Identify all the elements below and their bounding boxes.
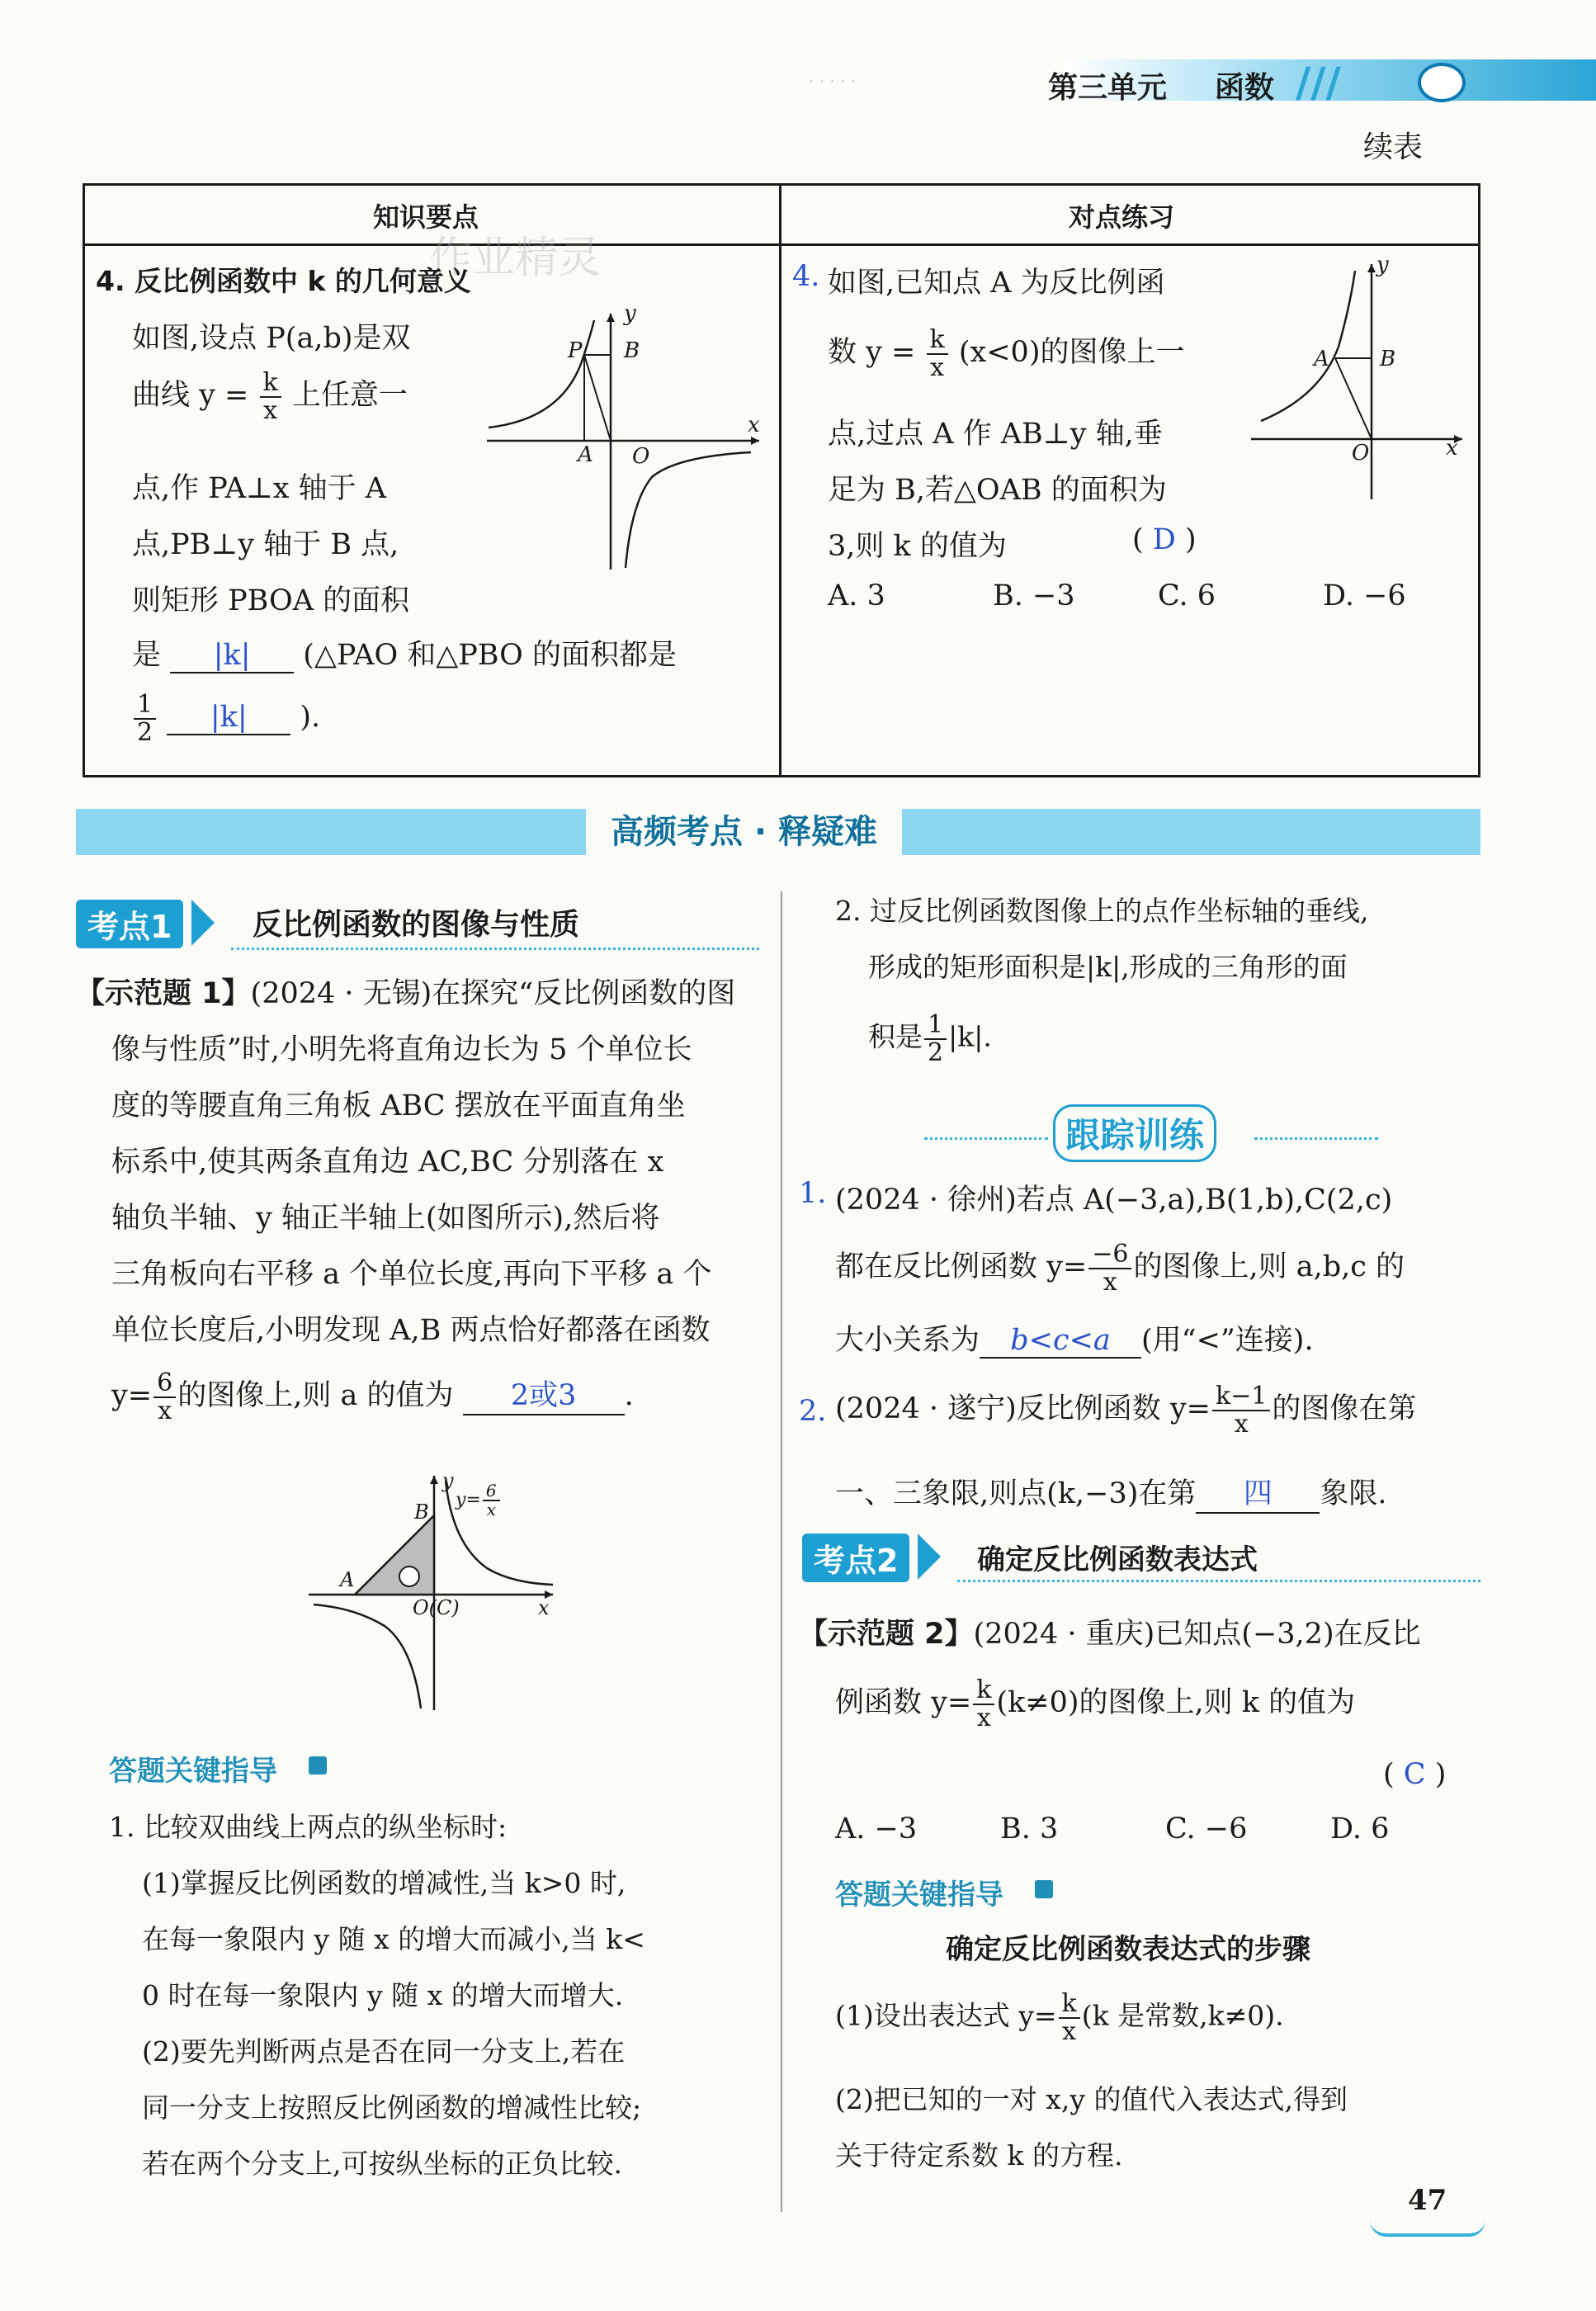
right-answer: ( D ) xyxy=(1132,523,1197,556)
guide1-line-4: 0 时在每一象限内 y 随 x 的增大而增大. xyxy=(142,1979,624,2011)
left-line-4: 点,PB⊥y 轴于 B 点, xyxy=(132,528,399,561)
example1-line-6: 三角板向右平移 a 个单位长度,再向下平移 a 个 xyxy=(111,1258,712,1291)
left-line-2: 曲线 y = $\frac{k}{x}$ 上任意一 xyxy=(132,368,408,425)
column-divider xyxy=(781,891,782,2212)
guide-arrow-icon xyxy=(309,1756,327,1775)
kp2-arrow-icon xyxy=(918,1534,941,1580)
col2-header: 对点练习 xyxy=(1069,201,1175,233)
right-line-2: 数 y = $\frac{k}{x}$ (x<0)的图像上一 xyxy=(828,325,1185,382)
example1-line-8: y= $\frac{6}{x}$ 的图像上,则 a 的值为 2或3 . xyxy=(111,1368,634,1425)
point2-line-1: 2. 过反比例函数图像上的点作坐标轴的垂线, xyxy=(835,895,1369,927)
guide1-line-6: 同一分支上按照反比例函数的增减性比较; xyxy=(142,2091,642,2124)
graph-label-B: B xyxy=(624,338,640,363)
right-graph-label-B: B xyxy=(1380,347,1396,371)
ex2-option-B: B. 3 xyxy=(1000,1812,1059,1845)
kp2-tag: 考点2 xyxy=(802,1534,909,1582)
kp4-title: 4. 反比例函数中 k 的几何意义 xyxy=(96,265,471,297)
kp1-guide-title: 答题关键指导 xyxy=(109,1755,277,1788)
right-graph-label-O: O xyxy=(1352,441,1370,466)
example2-answer: ( C ) xyxy=(1383,1758,1447,1791)
answer-blank-1: |k| xyxy=(170,639,294,673)
kp1-tag: 考点1 xyxy=(76,900,183,948)
triangle-hyperbola-graph xyxy=(305,1469,569,1717)
q1-number: 1. xyxy=(799,1177,827,1210)
kp1-graph-label-B: B xyxy=(414,1500,429,1524)
graph-label-O: O xyxy=(632,444,650,469)
point2-line-2: 形成的矩形面积是|k|,形成的三角形的面 xyxy=(868,951,1348,983)
guide1-line-5: (2)要先判断两点是否在同一分支上,若在 xyxy=(142,2035,626,2068)
right-line-3: 点,过点 A 作 AB⊥y 轴,垂 xyxy=(828,418,1163,451)
guide2-arrow-icon xyxy=(1035,1880,1053,1898)
kp1-graph-label-OC: O(C) xyxy=(413,1596,460,1619)
q2-line-1: (2024 · 遂宁)反比例函数 y= $\frac{k-1}{x}$ 的图像在第 xyxy=(835,1382,1417,1439)
example1-line-5: 轴负半轴、y 轴正半轴上(如图所示),然后将 xyxy=(111,1202,660,1235)
kp1-arrow-icon xyxy=(191,900,215,946)
q2-number: 2. xyxy=(799,1395,827,1428)
header-watermark-dots: · · · · · xyxy=(809,71,857,91)
graph-label-y: y xyxy=(624,301,636,326)
option-B: B. −3 xyxy=(993,579,1075,612)
kp1-title: 反比例函数的图像与性质 xyxy=(253,908,580,942)
page-number: 47 xyxy=(1408,2184,1447,2217)
graph-label-x: x xyxy=(748,413,760,437)
kp2-underline xyxy=(957,1580,1480,1582)
header-unit: 第三单元 xyxy=(1048,71,1168,105)
continued-label: 续表 xyxy=(1363,130,1424,164)
kp2-guide-title: 答题关键指导 xyxy=(835,1879,1003,1912)
left-line-3: 点,作 PA⊥x 轴于 A xyxy=(132,472,387,505)
kp1-graph-func: y= $\frac{6}{x}$ xyxy=(456,1482,502,1519)
guide1-line-2: (1)掌握反比例函数的增减性,当 k>0 时, xyxy=(142,1867,626,1899)
q2-line-2: 一、三象限,则点(k,−3)在第 四 象限. xyxy=(835,1471,1387,1514)
example2-line-1: 【示范题 2】(2024 · 重庆)已知点(−3,2)在反比 xyxy=(799,1618,1421,1651)
q1-line-2: 都在反比例函数 y= $\frac{-6}{x}$ 的图像上,则 a,b,c 的 xyxy=(835,1240,1405,1297)
fraction-k-x: $\frac{k}{x}$ xyxy=(260,370,281,423)
point2-line-3: 积是 $\frac{1}{2}$ |k|. xyxy=(868,1010,992,1067)
practice-title: 跟踪训练 xyxy=(1053,1104,1216,1162)
table-header-divider xyxy=(83,243,1480,246)
guide1-line-1: 1. 比较双曲线上两点的纵坐标时: xyxy=(109,1811,508,1843)
book-icon xyxy=(1370,2220,1485,2237)
ex2-option-D: D. 6 xyxy=(1330,1812,1390,1845)
header-topic: 函数 xyxy=(1215,71,1275,105)
watermark-brand: 作业精灵 xyxy=(429,234,602,283)
left-line-5: 则矩形 PBOA 的面积 xyxy=(132,584,410,617)
left-line-7: $\frac{1}{2}$ |k| ). xyxy=(132,692,320,745)
left-line-6: 是 |k| (△PAO 和△PBO 的面积都是 xyxy=(132,639,677,672)
graph-label-P: P xyxy=(568,338,583,363)
left-line-1: 如图,设点 P(a,b)是双 xyxy=(132,322,411,355)
step-1: (1)设出表达式 y= $\frac{k}{x}$ (k 是常数,k≠0). xyxy=(835,1989,1284,2046)
table-column-divider xyxy=(779,183,781,777)
example1-line-7: 单位长度后,小明发现 A,B 两点恰好都落在函数 xyxy=(111,1314,711,1347)
header-slash-icon: /// xyxy=(1296,58,1341,106)
q1-line-3: 大小关系为 b<c<a (用“<”连接). xyxy=(835,1324,1314,1357)
practice-deco-right xyxy=(1254,1137,1378,1140)
example1-line-3: 度的等腰直角三角板 ABC 摆放在平面直角坐 xyxy=(111,1089,686,1122)
col1-header: 知识要点 xyxy=(373,201,479,233)
ex2-option-A: A. −3 xyxy=(835,1812,918,1845)
kp1-graph-label-y: y xyxy=(442,1469,454,1492)
q1-answer-blank: b<c<a xyxy=(980,1324,1141,1359)
example2-line-2: 例函数 y= $\frac{k}{x}$ (k≠0)的图像上,则 k 的值为 xyxy=(835,1675,1356,1732)
option-C: C. 6 xyxy=(1158,579,1216,612)
example1-line-2: 像与性质”时,小明先将直角边长为 5 个单位长 xyxy=(111,1033,692,1066)
q1-line-1: (2024 · 徐州)若点 A(−3,a),B(1,b),C(2,c) xyxy=(835,1184,1393,1217)
practice-deco-left xyxy=(924,1137,1048,1140)
graph-label-A: A xyxy=(578,442,593,467)
hyperbola-graph-right xyxy=(1246,256,1469,503)
example1-line-1: 【示范题 1】(2024 · 无锡)在探究“反比例函数的图 xyxy=(76,977,736,1010)
steps-title: 确定反比例函数表达式的步骤 xyxy=(946,1933,1310,1966)
step-2: (2)把已知的一对 x,y 的值代入表达式,得到 xyxy=(835,2083,1348,2115)
example1-line-4: 标系中,使其两条直角边 AC,BC 分别落在 x xyxy=(111,1146,664,1179)
ex2-option-C: C. −6 xyxy=(1165,1812,1248,1845)
right-graph-label-x: x xyxy=(1446,436,1458,461)
option-D: D. −6 xyxy=(1323,579,1406,612)
right-line-4: 足为 B,若△OAB 的面积为 xyxy=(828,474,1167,507)
section-banner-title: 高频考点 · 释疑难 xyxy=(586,809,902,855)
guide1-line-7: 若在两个分支上,可按纵坐标的正负比较. xyxy=(142,2148,622,2180)
header-logo-icon xyxy=(1418,63,1466,102)
practice-4-number: 4. xyxy=(792,260,820,293)
kp1-underline xyxy=(231,948,759,950)
kp1-graph-label-A: A xyxy=(340,1568,355,1591)
q2-answer-blank: 四 xyxy=(1196,1471,1320,1514)
guide1-line-3: 在每一象限内 y 随 x 的增大而减小,当 k< xyxy=(142,1923,645,1955)
kp2-title: 确定反比例函数表达式 xyxy=(977,1543,1258,1576)
right-graph-label-y: y xyxy=(1376,253,1389,277)
right-line-5: 3,则 k 的值为 xyxy=(828,530,1007,563)
option-A: A. 3 xyxy=(828,579,885,612)
right-graph-label-A: A xyxy=(1314,347,1329,371)
kp1-graph-label-x: x xyxy=(538,1596,550,1619)
right-line-1: 如图,已知点 A 为反比例函 xyxy=(828,267,1165,300)
example1-answer-blank: 2或3 xyxy=(463,1373,625,1415)
step-3: 关于待定系数 k 的方程. xyxy=(835,2139,1123,2172)
answer-blank-2: |k| xyxy=(167,701,290,735)
